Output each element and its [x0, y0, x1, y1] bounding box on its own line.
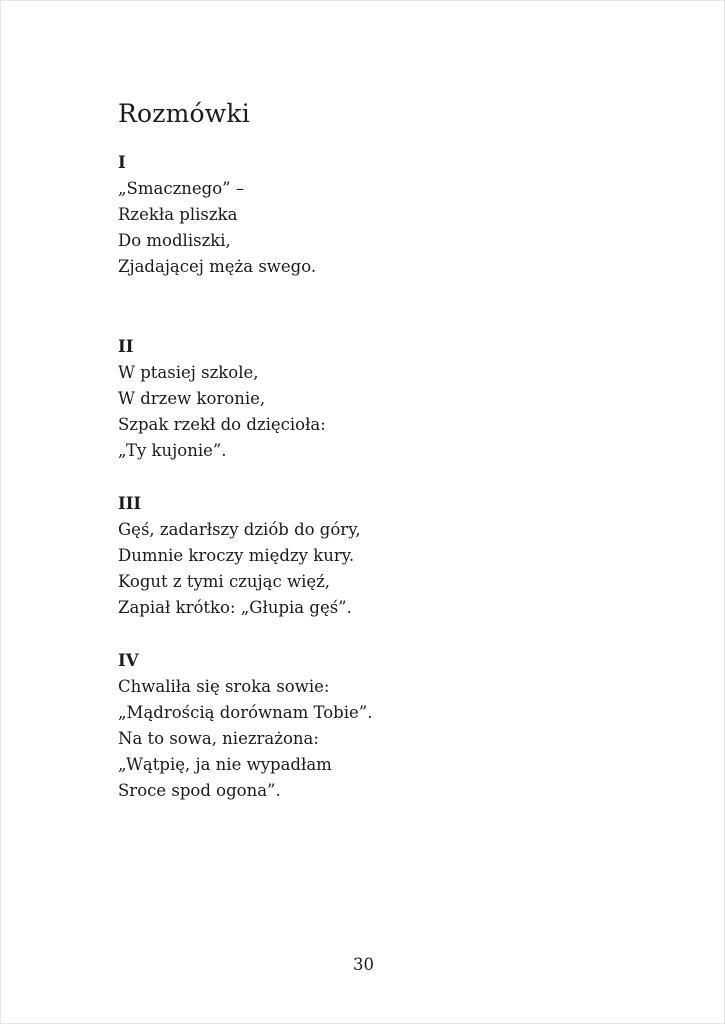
verse-line: Na to sowa, niezrażona:	[118, 729, 319, 748]
verse-line: Szpak rzekł do dzięcioła:	[118, 415, 326, 434]
stanza-4	[118, 648, 372, 804]
verse-line: Dumnie kroczy między kury.	[118, 546, 355, 565]
verse-line: Kogut z tymi czując więź,	[118, 572, 331, 591]
stanza-1	[118, 150, 316, 280]
verse-line: W drzew koronie,	[118, 389, 266, 408]
poem-title: Rozmówki	[118, 99, 250, 128]
stanza-number: II	[118, 337, 134, 356]
verse-line: Gęś, zadarłszy dziób do góry,	[118, 520, 361, 539]
stanza-2	[118, 334, 326, 464]
page-number: 30	[353, 955, 374, 974]
verse-line: „Ty kujonie”.	[118, 441, 227, 460]
verse-line: „Mądrością dorównam Tobie”.	[118, 703, 373, 722]
verse-line: „Wątpię, ja nie wypadłam	[118, 755, 332, 774]
stanza-3	[118, 491, 361, 621]
verse-line: Do modliszki,	[118, 231, 231, 250]
verse-line: Zjadającej męża swego.	[118, 257, 317, 276]
stanza-number: III	[118, 494, 142, 513]
verse-line: Chwaliła się sroka sowie:	[118, 677, 330, 696]
stanza-number: I	[118, 153, 126, 172]
stanza-number: IV	[118, 651, 139, 670]
verse-line: Sroce spod ogona”.	[118, 781, 281, 800]
verse-line: „Smacznego” –	[118, 179, 245, 198]
verse-line: W ptasiej szkole,	[118, 363, 259, 382]
verse-line: Rzekła pliszka	[118, 205, 238, 224]
verse-line: Zapiał krótko: „Głupia gęś”.	[118, 598, 352, 617]
